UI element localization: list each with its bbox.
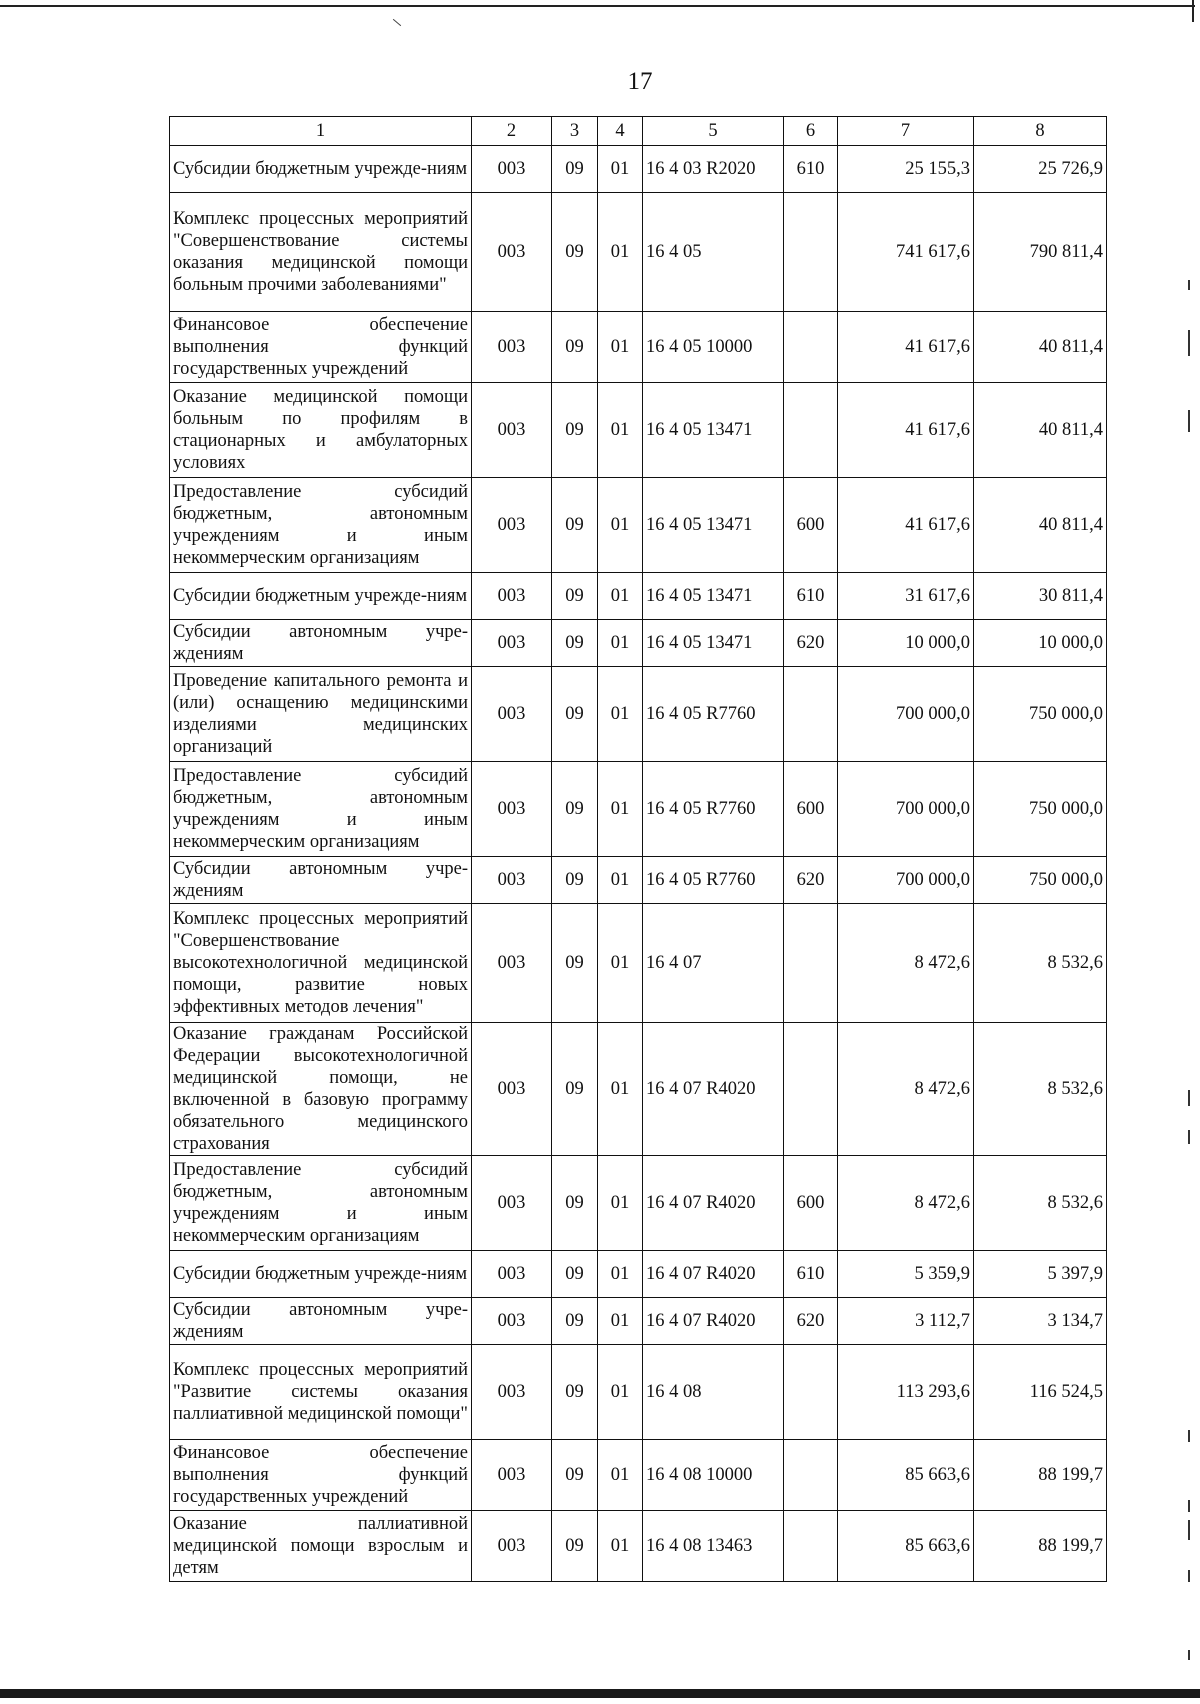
amount-year1-cell: 85 663,6 (838, 1511, 974, 1582)
expense-type-cell: 620 (784, 1298, 838, 1345)
admin-code-cell: 003 (472, 620, 552, 667)
row-name-cell: Оказание медицинской помощи больным по профилям в стационарных и амбулаторных условиях (170, 383, 472, 478)
top-rule (0, 5, 1195, 7)
section-code-cell: 09 (552, 383, 598, 478)
page-number: 17 (627, 68, 653, 95)
expense-type-cell (784, 667, 838, 762)
section-code-cell: 09 (552, 1251, 598, 1298)
scan-mark (393, 19, 401, 26)
table-body (170, 146, 1107, 1582)
corner-rule (1192, 0, 1194, 22)
row-name-cell: Оказание паллиативной медицинской помощи взрослым и детям (170, 1511, 472, 1582)
section-code-cell: 09 (552, 1156, 598, 1251)
amount-year2-cell: 30 811,4 (974, 573, 1107, 620)
subsection-code-cell: 01 (598, 762, 643, 857)
section-code-cell: 09 (552, 1023, 598, 1156)
header-row (170, 117, 1107, 146)
admin-code-cell: 003 (472, 193, 552, 312)
expense-type-cell (784, 1023, 838, 1156)
amount-year2-cell: 40 811,4 (974, 312, 1107, 383)
subsection-code-cell: 01 (598, 1251, 643, 1298)
table-row (170, 667, 1107, 762)
expense-type-cell (784, 904, 838, 1023)
subsection-code-cell: 01 (598, 146, 643, 193)
amount-year1-cell: 741 617,6 (838, 193, 974, 312)
subsection-code-cell: 01 (598, 1440, 643, 1511)
table-row (170, 1511, 1107, 1582)
amount-year1-cell: 3 112,7 (838, 1298, 974, 1345)
target-item-cell: 16 4 05 R7760 (643, 857, 784, 904)
target-item-cell: 16 4 05 (643, 193, 784, 312)
column-header-4: 4 (598, 117, 643, 146)
target-item-cell: 16 4 05 13471 (643, 573, 784, 620)
amount-year2-cell: 25 726,9 (974, 146, 1107, 193)
target-item-cell: 16 4 05 R7760 (643, 667, 784, 762)
target-item-cell: 16 4 05 R7760 (643, 762, 784, 857)
target-item-cell: 16 4 07 R4020 (643, 1023, 784, 1156)
target-item-cell: 16 4 08 (643, 1345, 784, 1440)
table-row (170, 904, 1107, 1023)
row-name-cell: Субсидии автономным учре-ждениям (170, 1298, 472, 1345)
admin-code-cell: 003 (472, 1440, 552, 1511)
amount-year2-cell: 3 134,7 (974, 1298, 1107, 1345)
admin-code-cell: 003 (472, 312, 552, 383)
table-row (170, 762, 1107, 857)
section-code-cell: 09 (552, 193, 598, 312)
row-name-cell: Оказание гражданам Российской Федерации высокотехнологичной медицинской помощи, не включенной в базовую программу обязательного медицинского страхования (170, 1023, 472, 1156)
amount-year1-cell: 8 472,6 (838, 904, 974, 1023)
row-name-cell: Субсидии бюджетным учрежде-ниям (170, 573, 472, 620)
table-row (170, 857, 1107, 904)
section-code-cell: 09 (552, 1298, 598, 1345)
column-header-8: 8 (974, 117, 1107, 146)
amount-year1-cell: 5 359,9 (838, 1251, 974, 1298)
admin-code-cell: 003 (472, 1345, 552, 1440)
amount-year2-cell: 88 199,7 (974, 1511, 1107, 1582)
amount-year2-cell: 8 532,6 (974, 1156, 1107, 1251)
column-header-6: 6 (784, 117, 838, 146)
table-row (170, 146, 1107, 193)
subsection-code-cell: 01 (598, 904, 643, 1023)
subsection-code-cell: 01 (598, 620, 643, 667)
row-name-cell: Финансовое обеспечение выполнения функций государственных учреждений (170, 1440, 472, 1511)
expense-type-cell (784, 312, 838, 383)
subsection-code-cell: 01 (598, 312, 643, 383)
amount-year2-cell: 40 811,4 (974, 383, 1107, 478)
row-name-cell: Комплекс процессных мероприятий "Развитие системы оказания паллиативной медицинской помощи" (170, 1345, 472, 1440)
expense-type-cell: 610 (784, 146, 838, 193)
amount-year2-cell: 116 524,5 (974, 1345, 1107, 1440)
table-row (170, 1023, 1107, 1156)
table-row (170, 1298, 1107, 1345)
amount-year1-cell: 8 472,6 (838, 1156, 974, 1251)
target-item-cell: 16 4 07 R4020 (643, 1156, 784, 1251)
admin-code-cell: 003 (472, 1251, 552, 1298)
target-item-cell: 16 4 05 13471 (643, 383, 784, 478)
amount-year1-cell: 41 617,6 (838, 383, 974, 478)
expense-type-cell: 600 (784, 478, 838, 573)
amount-year2-cell: 40 811,4 (974, 478, 1107, 573)
column-header-7: 7 (838, 117, 974, 146)
target-item-cell: 16 4 05 13471 (643, 620, 784, 667)
subsection-code-cell: 01 (598, 1023, 643, 1156)
target-item-cell: 16 4 08 13463 (643, 1511, 784, 1582)
amount-year2-cell: 5 397,9 (974, 1251, 1107, 1298)
expense-type-cell: 600 (784, 762, 838, 857)
section-code-cell: 09 (552, 1345, 598, 1440)
target-item-cell: 16 4 05 13471 (643, 478, 784, 573)
admin-code-cell: 003 (472, 904, 552, 1023)
admin-code-cell: 003 (472, 667, 552, 762)
table-row (170, 573, 1107, 620)
expense-type-cell: 600 (784, 1156, 838, 1251)
admin-code-cell: 003 (472, 762, 552, 857)
subsection-code-cell: 01 (598, 667, 643, 762)
row-name-cell: Предоставление субсидий бюджетным, автономным учреждениям и иным некоммерческим организациям (170, 478, 472, 573)
scan-margin-marks (1188, 270, 1198, 1670)
subsection-code-cell: 01 (598, 1345, 643, 1440)
admin-code-cell: 003 (472, 1023, 552, 1156)
table-row (170, 1251, 1107, 1298)
row-name-cell: Субсидии бюджетным учрежде-ниям (170, 146, 472, 193)
amount-year1-cell: 41 617,6 (838, 312, 974, 383)
row-name-cell: Предоставление субсидий бюджетным, автономным учреждениям и иным некоммерческим организациям (170, 1156, 472, 1251)
admin-code-cell: 003 (472, 1298, 552, 1345)
amount-year1-cell: 85 663,6 (838, 1440, 974, 1511)
amount-year1-cell: 25 155,3 (838, 146, 974, 193)
expense-type-cell: 620 (784, 857, 838, 904)
amount-year2-cell: 790 811,4 (974, 193, 1107, 312)
row-name-cell: Финансовое обеспечение выполнения функций государственных учреждений (170, 312, 472, 383)
expense-type-cell (784, 1440, 838, 1511)
section-code-cell: 09 (552, 312, 598, 383)
section-code-cell: 09 (552, 620, 598, 667)
admin-code-cell: 003 (472, 383, 552, 478)
expense-type-cell: 620 (784, 620, 838, 667)
target-item-cell: 16 4 05 10000 (643, 312, 784, 383)
subsection-code-cell: 01 (598, 857, 643, 904)
row-name-cell: Комплекс процессных мероприятий "Совершенствование высокотехнологичной медицинской помощи, развитие новых эффективных методов лечения" (170, 904, 472, 1023)
expense-type-cell (784, 1345, 838, 1440)
subsection-code-cell: 01 (598, 1298, 643, 1345)
expense-type-cell (784, 193, 838, 312)
subsection-code-cell: 01 (598, 383, 643, 478)
row-name-cell: Комплекс процессных мероприятий "Совершенствование системы оказания медицинской помощи больным прочими заболеваниями" (170, 193, 472, 312)
section-code-cell: 09 (552, 573, 598, 620)
column-header-1: 1 (170, 117, 472, 146)
target-item-cell: 16 4 07 R4020 (643, 1298, 784, 1345)
section-code-cell: 09 (552, 667, 598, 762)
amount-year2-cell: 750 000,0 (974, 762, 1107, 857)
subsection-code-cell: 01 (598, 1156, 643, 1251)
row-name-cell: Проведение капитального ремонта и (или) оснащению медицинскими изделиями медицинских организаций (170, 667, 472, 762)
bottom-rule (0, 1689, 1200, 1698)
row-name-cell: Субсидии бюджетным учрежде-ниям (170, 1251, 472, 1298)
table-row (170, 478, 1107, 573)
amount-year2-cell: 10 000,0 (974, 620, 1107, 667)
table-row (170, 1440, 1107, 1511)
section-code-cell: 09 (552, 1440, 598, 1511)
admin-code-cell: 003 (472, 146, 552, 193)
table-row (170, 383, 1107, 478)
row-name-cell: Предоставление субсидий бюджетным, автономным учреждениям и иным некоммерческим организациям (170, 762, 472, 857)
amount-year2-cell: 750 000,0 (974, 667, 1107, 762)
target-item-cell: 16 4 08 10000 (643, 1440, 784, 1511)
column-header-3: 3 (552, 117, 598, 146)
target-item-cell: 16 4 07 R4020 (643, 1251, 784, 1298)
section-code-cell: 09 (552, 1511, 598, 1582)
column-header-5: 5 (643, 117, 784, 146)
expense-type-cell (784, 383, 838, 478)
subsection-code-cell: 01 (598, 193, 643, 312)
amount-year2-cell: 88 199,7 (974, 1440, 1107, 1511)
budget-table (169, 116, 1107, 1582)
amount-year2-cell: 750 000,0 (974, 857, 1107, 904)
expense-type-cell: 610 (784, 573, 838, 620)
subsection-code-cell: 01 (598, 1511, 643, 1582)
amount-year1-cell: 41 617,6 (838, 478, 974, 573)
admin-code-cell: 003 (472, 1511, 552, 1582)
column-header-2: 2 (472, 117, 552, 146)
table-row (170, 1345, 1107, 1440)
amount-year1-cell: 10 000,0 (838, 620, 974, 667)
amount-year1-cell: 31 617,6 (838, 573, 974, 620)
table-row (170, 312, 1107, 383)
expense-type-cell (784, 1511, 838, 1582)
amount-year1-cell: 700 000,0 (838, 667, 974, 762)
amount-year1-cell: 113 293,6 (838, 1345, 974, 1440)
admin-code-cell: 003 (472, 1156, 552, 1251)
subsection-code-cell: 01 (598, 478, 643, 573)
amount-year2-cell: 8 532,6 (974, 904, 1107, 1023)
section-code-cell: 09 (552, 478, 598, 573)
amount-year1-cell: 8 472,6 (838, 1023, 974, 1156)
row-name-cell: Субсидии автономным учре-ждениям (170, 857, 472, 904)
target-item-cell: 16 4 07 (643, 904, 784, 1023)
admin-code-cell: 003 (472, 478, 552, 573)
section-code-cell: 09 (552, 146, 598, 193)
table-row (170, 193, 1107, 312)
amount-year1-cell: 700 000,0 (838, 857, 974, 904)
target-item-cell: 16 4 03 R2020 (643, 146, 784, 193)
admin-code-cell: 003 (472, 573, 552, 620)
section-code-cell: 09 (552, 904, 598, 1023)
table-row (170, 620, 1107, 667)
admin-code-cell: 003 (472, 857, 552, 904)
subsection-code-cell: 01 (598, 573, 643, 620)
section-code-cell: 09 (552, 762, 598, 857)
amount-year1-cell: 700 000,0 (838, 762, 974, 857)
amount-year2-cell: 8 532,6 (974, 1023, 1107, 1156)
table-row (170, 1156, 1107, 1251)
section-code-cell: 09 (552, 857, 598, 904)
row-name-cell: Субсидии автономным учре-ждениям (170, 620, 472, 667)
expense-type-cell: 610 (784, 1251, 838, 1298)
